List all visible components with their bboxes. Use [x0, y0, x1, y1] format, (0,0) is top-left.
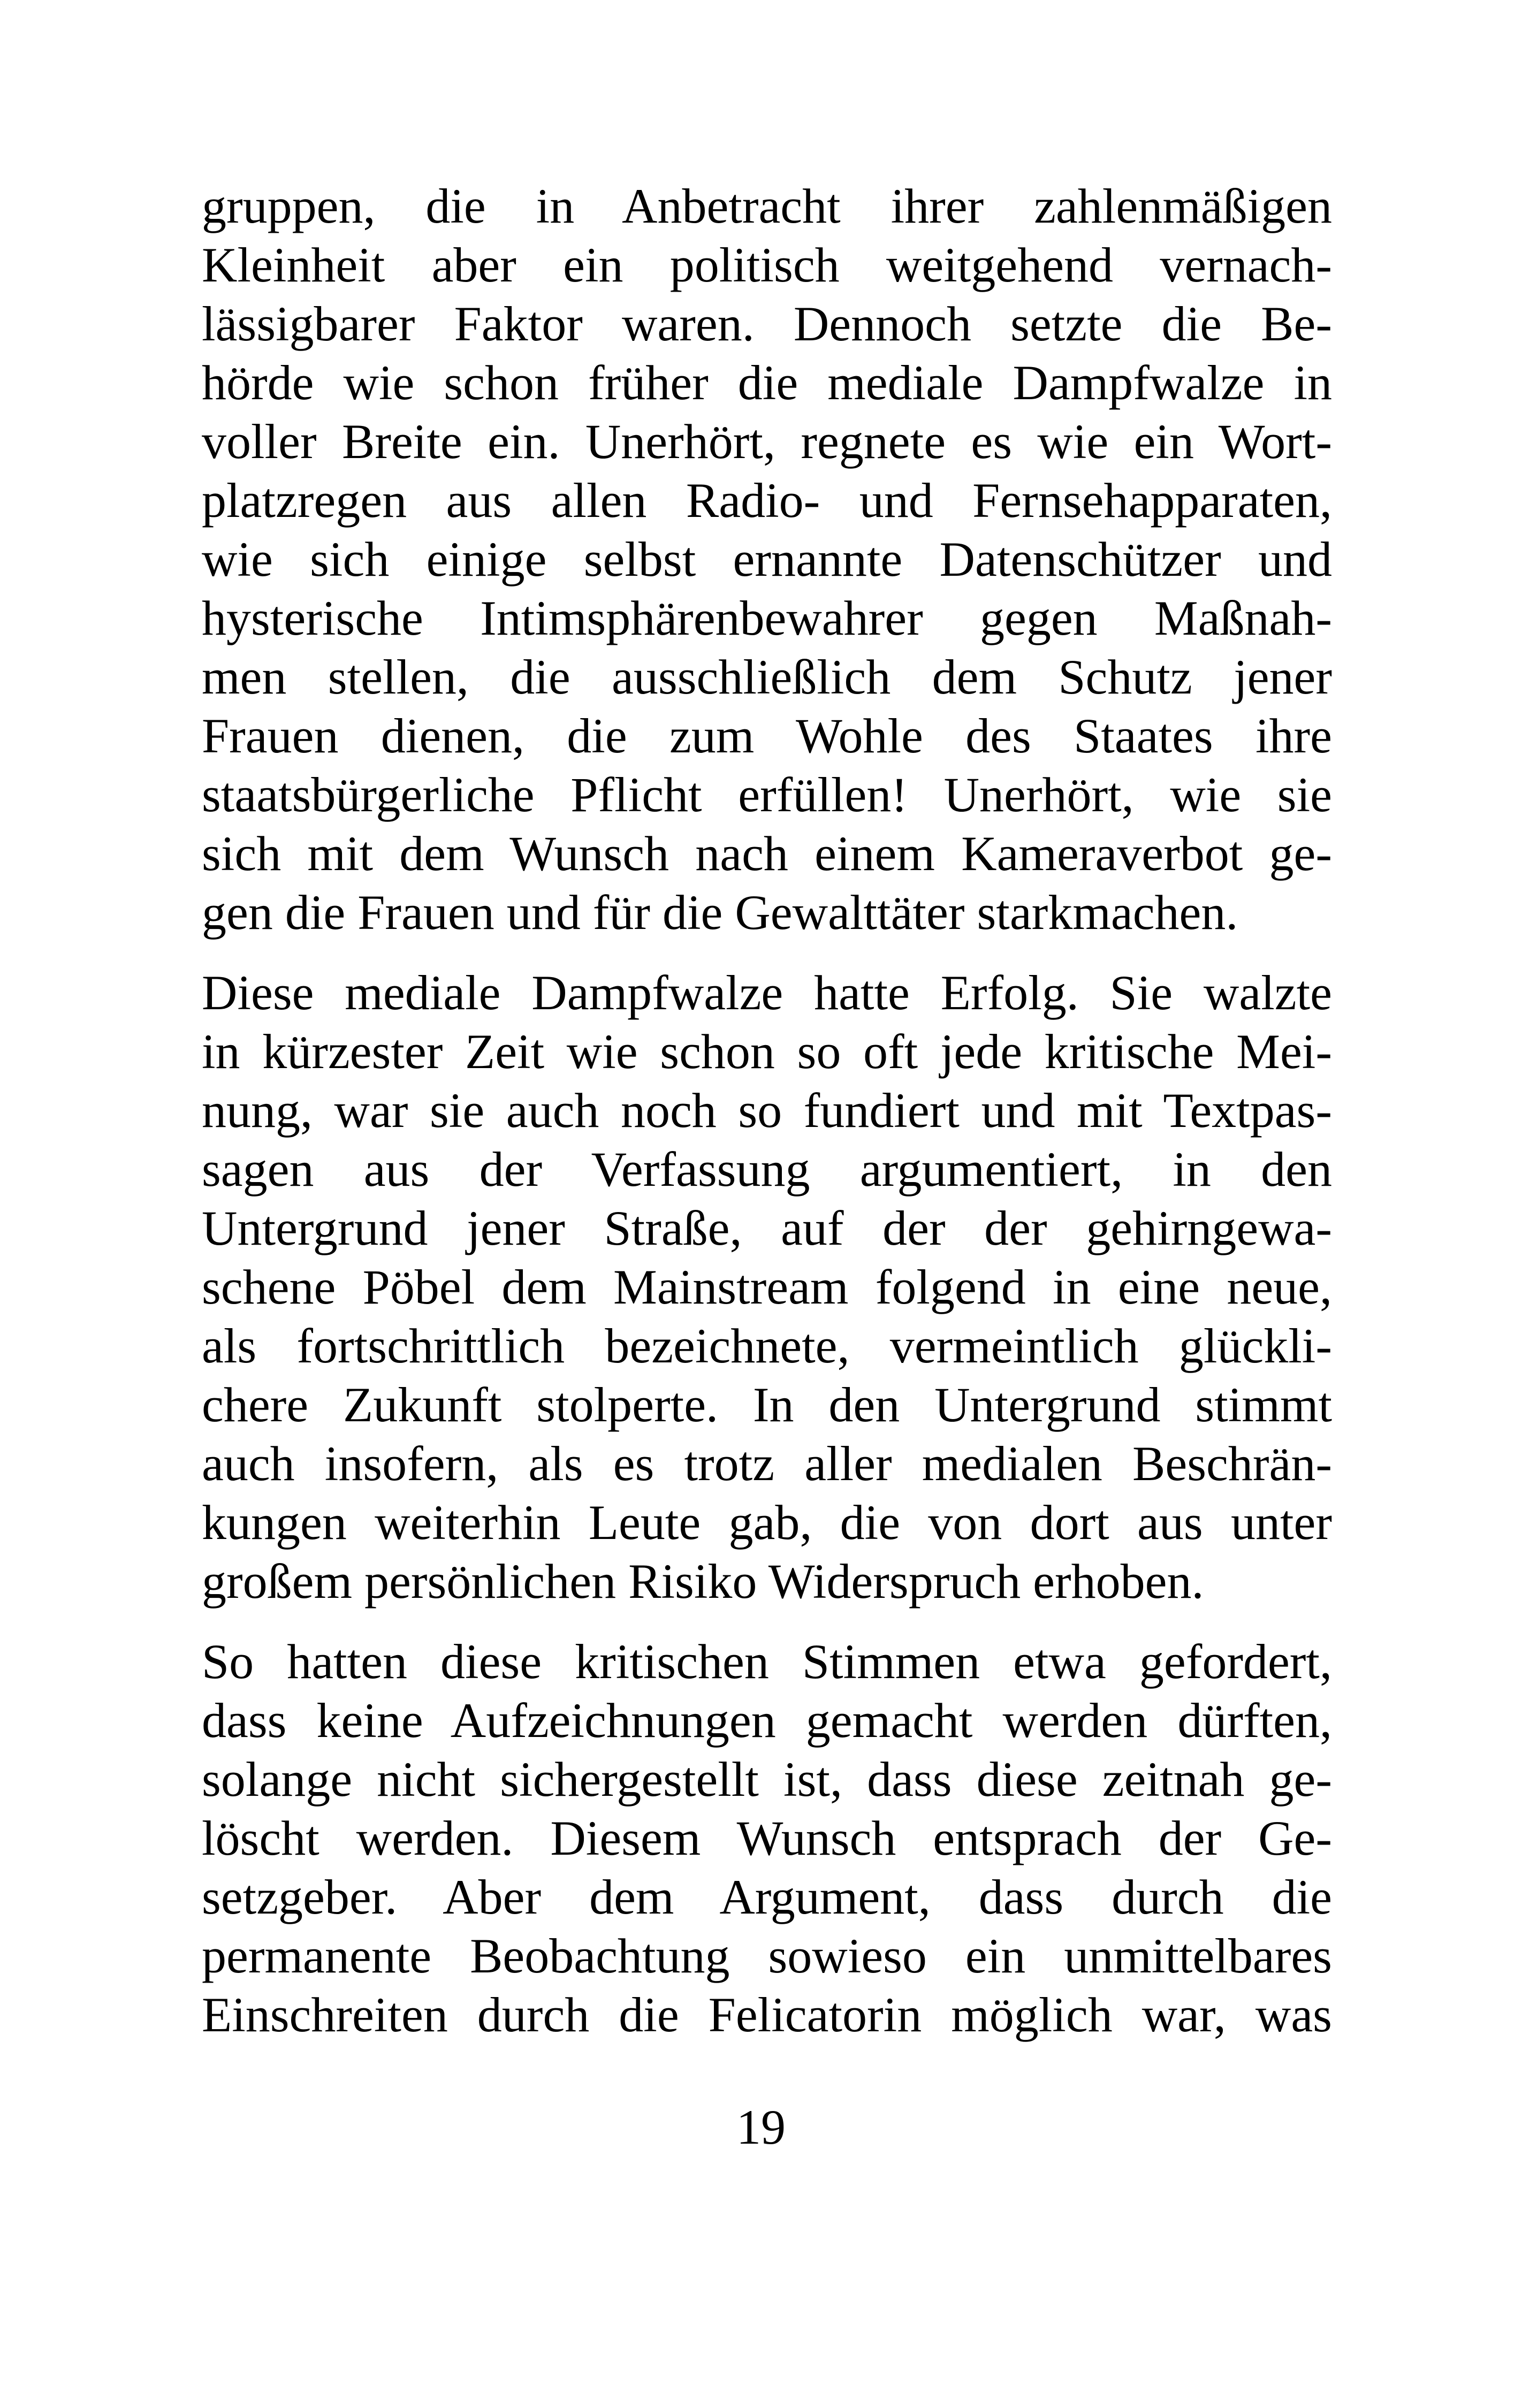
- text-line: wie sich einige selbst ernannte Datenschützer und: [202, 532, 1332, 586]
- text-line: staatsbürgerliche Pflicht erfüllen! Unerhört, wie sie: [202, 767, 1332, 822]
- text-line: Einschreiten durch die Felicatorin möglich war, was: [202, 1987, 1332, 2042]
- text-line: Kleinheit aber ein politisch weitgehend vernach-: [202, 238, 1332, 292]
- text-line: dass keine Aufzeichnungen gemacht werden dürften,: [202, 1693, 1332, 1748]
- text-line: als fortschrittlich bezeichnete, vermeintlich glückli-: [202, 1319, 1332, 1373]
- text-line: in kürzester Zeit wie schon so oft jede kritische Mei-: [202, 1024, 1332, 1079]
- text-line: nung, war sie auch noch so fundiert und mit Textpas-: [202, 1083, 1332, 1138]
- page-number: 19: [736, 2100, 786, 2154]
- text-line: kungen weiterhin Leute gab, die von dort aus unter: [202, 1495, 1332, 1550]
- text-line: sich mit dem Wunsch nach einem Kameraverbot ge-: [202, 826, 1332, 881]
- text-line: gen die Frauen und für die Gewalttäter starkmachen.: [202, 885, 1238, 940]
- text-line: lässigbarer Faktor waren. Dennoch setzte die Be-: [202, 296, 1332, 351]
- text-line: Diese mediale Dampfwalze hatte Erfolg. Sie walzte: [202, 965, 1332, 1020]
- paragraph-3: [202, 1632, 1332, 2044]
- text-line: voller Breite ein. Unerhört, regnete es wie ein Wort-: [202, 414, 1332, 469]
- paragraph-1: [202, 177, 1332, 942]
- text-line: chere Zukunft stolperte. In den Untergrund stimmt: [202, 1377, 1332, 1432]
- text-line: platzregen aus allen Radio- und Fernsehapparaten,: [202, 473, 1332, 528]
- text-line: So hatten diese kritischen Stimmen etwa gefordert,: [202, 1634, 1332, 1689]
- text-line: permanente Beobachtung sowieso ein unmittelbares: [202, 1929, 1332, 1983]
- text-line: hörde wie schon früher die mediale Dampfwalze in: [202, 355, 1332, 410]
- text-line: löscht werden. Diesem Wunsch entsprach der Ge-: [202, 1811, 1332, 1865]
- paragraph-gap: [202, 1611, 1332, 1632]
- text-line: setzgeber. Aber dem Argument, dass durch die: [202, 1870, 1332, 1924]
- text-line: Frauen dienen, die zum Wohle des Staates ihre: [202, 708, 1332, 763]
- text-line: solange nicht sichergestellt ist, dass diese zeitnah ge-: [202, 1752, 1332, 1807]
- text-line: großem persönlichen Risiko Widerspruch erhoben.: [202, 1554, 1204, 1609]
- text-line: schene Pöbel dem Mainstream folgend in eine neue,: [202, 1260, 1332, 1314]
- body-text: [202, 177, 1332, 2044]
- paragraph-2: [202, 963, 1332, 1611]
- text-line: Untergrund jener Straße, auf der der gehirngewa-: [202, 1201, 1332, 1255]
- text-line: auch insofern, als es trotz aller medialen Beschrän-: [202, 1436, 1332, 1491]
- paragraph-gap: [202, 942, 1332, 963]
- text-line: gruppen, die in Anbetracht ihrer zahlenmäßigen: [202, 179, 1332, 233]
- text-line: sagen aus der Verfassung argumentiert, in den: [202, 1142, 1332, 1197]
- text-line: men stellen, die ausschließlich dem Schutz jener: [202, 650, 1332, 704]
- text-line: hysterische Intimsphärenbewahrer gegen Maßnah-: [202, 591, 1332, 645]
